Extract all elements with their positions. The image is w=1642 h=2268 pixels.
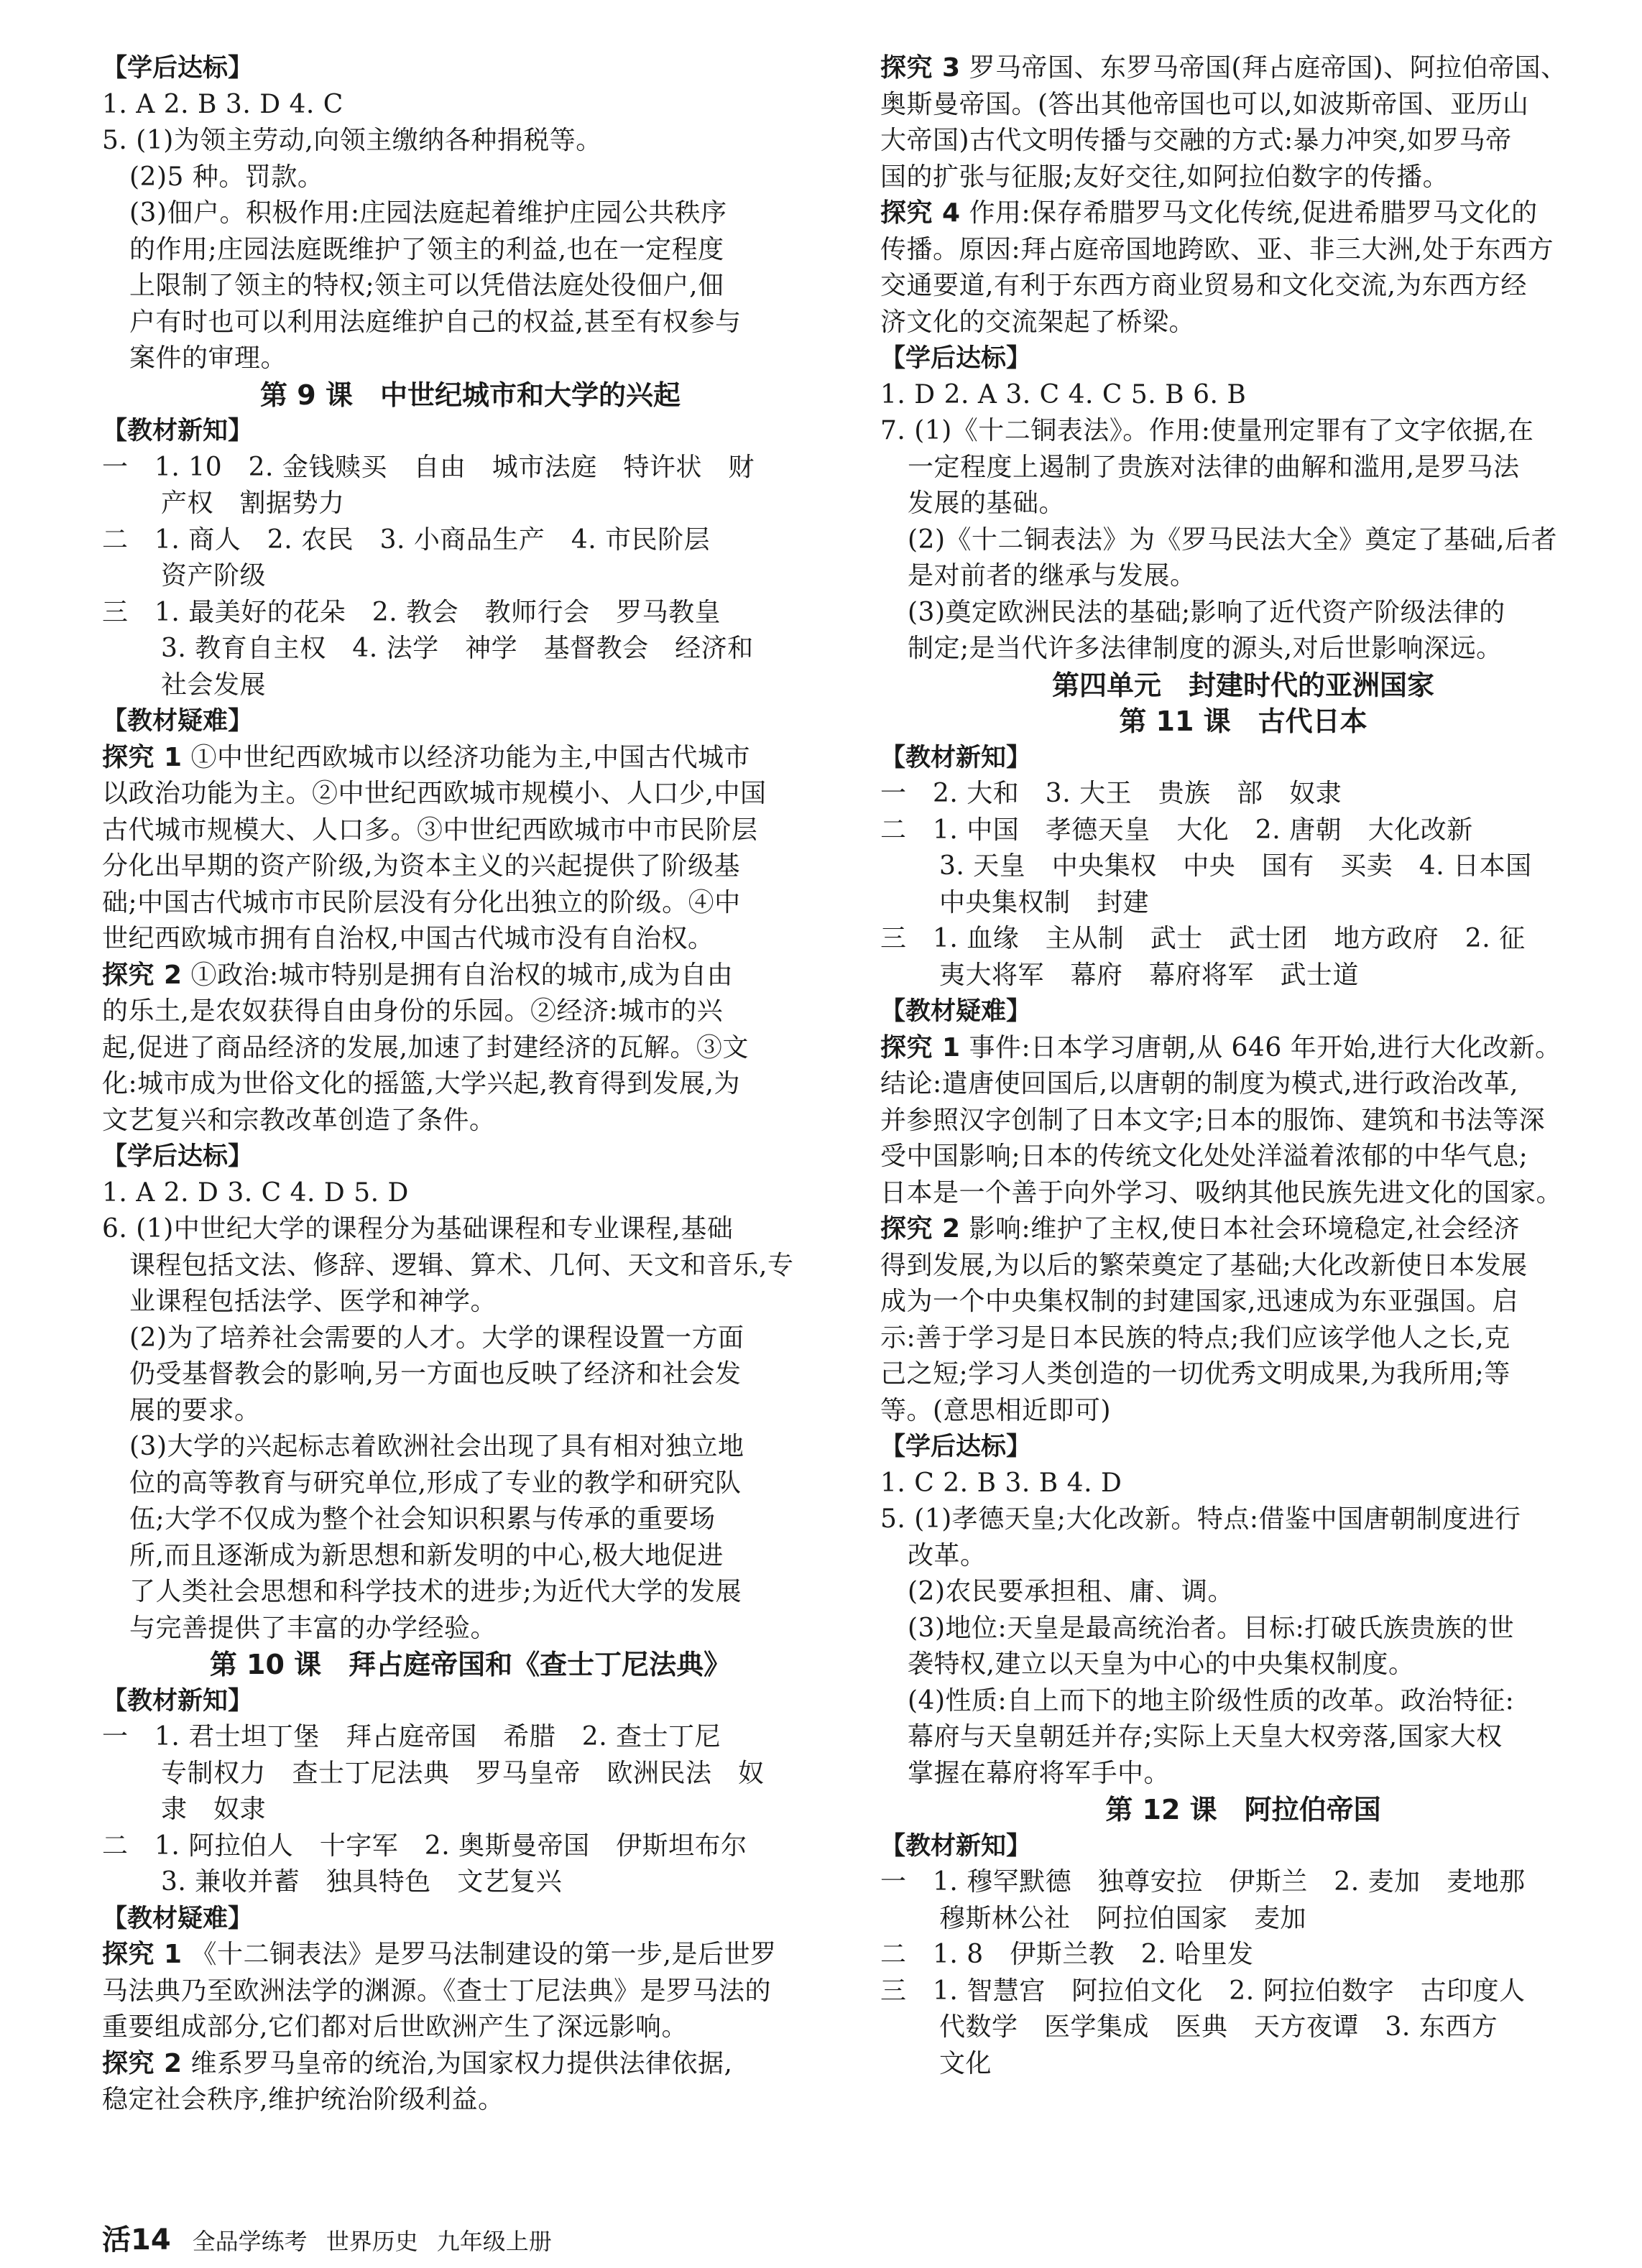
text-line: 3. 天皇 中央集权 中央 国有 买卖 4. 日本国 xyxy=(939,851,1532,881)
text-line: 古代城市规模大、人口多。③中世纪西欧城市中市民阶层 xyxy=(102,815,758,845)
inquiry-text: ①政治:城市特别是拥有自治权的城市,成为自由 xyxy=(182,960,734,990)
text-line: 位的高等教育与研究单位,形成了专业的教学和研究队 xyxy=(129,1468,742,1498)
text-line: 分化出早期的资产阶级,为资本主义的兴起提供了阶级基 xyxy=(102,851,740,881)
inquiry-line xyxy=(880,195,1606,232)
section-heading: 【教材疑难】 xyxy=(102,707,254,736)
left-column xyxy=(102,50,839,2119)
text-line: 一定程度上遏制了贵族对法律的曲解和滥用,是罗马法 xyxy=(908,452,1520,482)
text-line: 三 1. 血缘 主从制 武士 武士团 地方政府 2. 征 xyxy=(880,924,1526,953)
text-line: 掌握在幕府将军手中。 xyxy=(908,1758,1171,1788)
text-line: 文化 xyxy=(939,2048,992,2078)
subject-name: 世界历史 xyxy=(326,2228,418,2255)
text-line: 文艺复兴和宗教改革创造了条件。 xyxy=(102,1105,496,1135)
section-heading: 【教材新知】 xyxy=(880,743,1032,772)
text-line: 3. 兼收并蓄 独具特色 文艺复兴 xyxy=(161,1867,563,1897)
text-line: 己之短;学习人类创造的一切优秀文明成果,为我所用;等 xyxy=(880,1359,1510,1389)
text-line: 二 1. 商人 2. 农民 3. 小商品生产 4. 市民阶层 xyxy=(102,524,711,555)
text-line: 了人类社会思想和科学技术的进步;为近代大学的发展 xyxy=(129,1577,742,1606)
inquiry-label: 探究 2 xyxy=(102,960,183,990)
text-line: 础;中国古代城市市民阶层没有分化出独立的阶级。④中 xyxy=(102,887,741,917)
text-line: 6. (1)中世纪大学的课程分为基础课程和专业课程,基础 xyxy=(102,1214,734,1244)
text-line: 起,促进了商品经济的发展,加速了封建经济的瓦解。③文 xyxy=(102,1032,749,1063)
inquiry-label: 探究 1 xyxy=(880,1032,961,1063)
inquiry-text: 事件:日本学习唐朝,从 646 年开始,进行大化改新。 xyxy=(960,1032,1562,1063)
text-line: 案件的审理。 xyxy=(129,343,287,373)
section-heading: 【学后达标】 xyxy=(102,1142,254,1171)
text-line: (2)《十二铜表法》为《罗马民法大全》奠定了基础,后者 xyxy=(908,524,1557,555)
inquiry-text: 罗马帝国、东罗马帝国(拜占庭帝国)、阿拉伯帝国、 xyxy=(960,53,1567,83)
text-line: 夷大将军 幕府 幕府将军 武士道 xyxy=(939,960,1360,990)
text-line: 穆斯林公社 阿拉伯国家 麦加 xyxy=(939,1903,1307,1933)
inquiry-label: 探究 2 xyxy=(880,1214,961,1244)
text-line: 产权 割据势力 xyxy=(161,489,345,518)
section-heading: 【教材新知】 xyxy=(102,417,254,445)
inquiry-label: 探究 3 xyxy=(880,53,961,83)
text-line: 伍;大学不仅成为整个社会知识积累与传承的重要场 xyxy=(129,1504,716,1534)
text-line: 上限制了领主的特权;领主可以凭借法庭处役佃户,佃 xyxy=(129,271,724,300)
text-line: (3)大学的兴起标志着欧洲社会出现了具有相对独立地 xyxy=(129,1432,744,1461)
grade-label: 九年级上册 xyxy=(436,2228,552,2255)
text-line: 仍受基督教会的影响,另一方面也反映了经济和社会发 xyxy=(129,1359,742,1389)
text-line: 稳定社会秩序,维护统治阶级利益。 xyxy=(102,2085,504,2114)
text-line: 隶 奴隶 xyxy=(161,1795,267,1824)
text-line: 专制权力 查士丁尼法典 罗马皇帝 欧洲民法 奴 xyxy=(161,1758,765,1788)
text-line: 1. D 2. A 3. C 4. C 5. B 6. B xyxy=(880,379,1247,409)
section-heading: 【教材新知】 xyxy=(102,1686,254,1716)
section-heading: 【教材疑难】 xyxy=(102,1904,254,1933)
lesson-title: 第四单元 封建时代的亚洲国家 xyxy=(1051,669,1434,701)
text-line: 二 1. 中国 孝德天皇 大化 2. 唐朝 大化改新 xyxy=(880,815,1473,845)
text-line: (2)为了培养社会需要的人才。大学的课程设置一方面 xyxy=(129,1323,744,1353)
text-line: 是对前者的继承与发展。 xyxy=(908,561,1196,591)
inquiry-label: 探究 1 xyxy=(102,742,183,772)
text-line: 业课程包括法学、医学和神学。 xyxy=(129,1287,497,1316)
inquiry-line xyxy=(880,1030,1606,1067)
text-line: 一 1. 君士坦丁堡 拜占庭帝国 希腊 2. 查士丁尼 xyxy=(102,1722,721,1751)
inquiry-line xyxy=(102,740,839,777)
text-line: 化:城市成为世俗文化的摇篮,大学兴起,教育得到发展,为 xyxy=(102,1069,740,1098)
brand-name: 全品学练考 xyxy=(192,2228,308,2255)
text-line: 发展的基础。 xyxy=(908,489,1066,518)
text-line: (2)农民要承担租、庸、调。 xyxy=(908,1577,1234,1606)
inquiry-text: 影响:维护了主权,使日本社会环境稳定,社会经济 xyxy=(960,1214,1521,1244)
text-line: (4)性质:自上而下的地主阶级性质的改革。政治特征: xyxy=(908,1685,1515,1716)
text-line: 1. A 2. D 3. C 4. D 5. D xyxy=(102,1177,409,1208)
text-line: 二 1. 阿拉伯人 十字军 2. 奥斯曼帝国 伊斯坦布尔 xyxy=(102,1830,747,1861)
text-line: 等。(意思相近即可) xyxy=(880,1395,1112,1425)
inquiry-text: ①中世纪西欧城市以经济功能为主,中国古代城市 xyxy=(182,742,750,772)
text-line: 3. 教育自主权 4. 法学 神学 基督教会 经济和 xyxy=(161,634,754,663)
inquiry-line xyxy=(880,1211,1606,1248)
inquiry-line xyxy=(880,50,1606,87)
text-line: 二 1. 8 伊斯兰教 2. 哈里发 xyxy=(880,1940,1254,1969)
text-line: 课程包括文法、修辞、逻辑、算术、几何、天文和音乐,专 xyxy=(129,1250,794,1280)
inquiry-label: 探究 4 xyxy=(880,198,961,228)
text-line: 所,而且逐渐成为新思想和新发明的中心,极大地促进 xyxy=(129,1540,724,1570)
text-line: 一 1. 10 2. 金钱赎买 自由 城市法庭 特许状 财 xyxy=(102,452,755,482)
text-line: 的作用;庄园法庭既维护了领主的利益,也在一定程度 xyxy=(129,234,724,264)
right-column xyxy=(880,50,1606,2082)
text-line: 代数学 医学集成 医典 天方夜谭 3. 东西方 xyxy=(939,2012,1498,2042)
inquiry-line xyxy=(102,958,839,994)
lesson-title: 第 9 课 中世纪城市和大学的兴起 xyxy=(260,379,681,411)
text-line: 改革。 xyxy=(908,1540,987,1570)
inquiry-line xyxy=(102,2046,839,2083)
text-line: 结论:遣唐使回国后,以唐朝的制度为模式,进行政治改革, xyxy=(880,1069,1518,1098)
text-line: 交通要道,有利于东西方商业贸易和文化交流,为东西方经 xyxy=(880,271,1527,300)
inquiry-line xyxy=(102,1937,839,1973)
text-line: 资产阶级 xyxy=(161,561,267,591)
text-line: 7. (1)《十二铜表法》。作用:使量刑定罪有了文字依据,在 xyxy=(880,416,1534,445)
inquiry-label: 探究 2 xyxy=(102,2048,183,2078)
text-line: 并参照汉字创制了日本文字;日本的服饰、建筑和书法等深 xyxy=(880,1105,1546,1135)
text-line: 中央集权制 封建 xyxy=(939,887,1150,917)
section-heading: 【学后达标】 xyxy=(880,1432,1032,1461)
text-line: 幕府与天皇朝廷并存;实际上天皇大权旁落,国家大权 xyxy=(908,1722,1503,1751)
text-line: 5. (1)孝德天皇;大化改新。特点:借鉴中国唐朝制度进行 xyxy=(880,1504,1521,1534)
text-line: 袭特权,建立以天皇为中心的中央集权制度。 xyxy=(908,1649,1415,1679)
text-line: 以政治功能为主。②中世纪西欧城市规模小、人口少,中国 xyxy=(102,779,767,808)
text-line: 国的扩张与征服;友好交往,如阿拉伯数字的传播。 xyxy=(880,162,1449,192)
section-heading: 【学后达标】 xyxy=(880,344,1032,373)
text-line: 传播。原因:拜占庭帝国地跨欧、亚、非三大洲,处于东西方 xyxy=(880,234,1554,264)
text-line: 奥斯曼帝国。(答出其他帝国也可以,如波斯帝国、亚历山 xyxy=(880,89,1529,119)
inquiry-label: 探究 1 xyxy=(102,1940,183,1969)
section-heading: 【学后达标】 xyxy=(102,54,254,83)
lesson-title: 第 11 课 古代日本 xyxy=(1119,705,1367,737)
inquiry-text: 《十二铜表法》是罗马法制建设的第一步,是后世罗 xyxy=(182,1940,777,1969)
text-line: 重要组成部分,它们都对后世欧洲产生了深远影响。 xyxy=(102,2012,688,2042)
text-line: 大帝国)古代文明传播与交融的方式:暴力冲突,如罗马帝 xyxy=(880,126,1512,155)
text-line: (2)5 种。罚款。 xyxy=(129,162,324,192)
text-line: 成为一个中央集权制的封建国家,迅速成为东亚强国。启 xyxy=(880,1287,1518,1316)
text-line: 的乐土,是农奴获得自由身份的乐园。②经济:城市的兴 xyxy=(102,996,724,1026)
text-line: (3)奠定欧洲民法的基础;影响了近代资产阶级法律的 xyxy=(908,597,1505,627)
text-line: 一 1. 穆罕默德 独尊安拉 伊斯兰 2. 麦加 麦地那 xyxy=(880,1867,1526,1897)
page-number: 活14 xyxy=(102,2223,171,2257)
text-line: 1. A 2. B 3. D 4. C xyxy=(102,89,343,119)
text-line: 展的要求。 xyxy=(129,1395,261,1425)
text-line: 社会发展 xyxy=(161,670,267,700)
section-heading: 【教材疑难】 xyxy=(880,997,1032,1026)
inquiry-text: 作用:保存希腊罗马文化传统,促进希腊罗马文化的 xyxy=(960,198,1538,228)
text-line: (3)地位:天皇是最高统治者。目标:打破氏族贵族的世 xyxy=(908,1613,1515,1643)
text-line: 世纪西欧城市拥有自治权,中国古代城市没有自治权。 xyxy=(102,924,714,953)
text-line: 一 2. 大和 3. 大王 贵族 部 奴隶 xyxy=(880,779,1342,808)
text-line: 三 1. 最美好的花朵 2. 教会 教师行会 罗马教皇 xyxy=(102,597,721,627)
text-line: 得到发展,为以后的繁荣奠定了基础;大化改新使日本发展 xyxy=(880,1250,1528,1280)
text-line: 示:善于学习是日本民族的特点;我们应该学他人之长,克 xyxy=(880,1323,1510,1353)
text-line: (3)佃户。积极作用:庄园法庭起着维护庄园公共秩序 xyxy=(129,198,727,228)
section-heading: 【教材新知】 xyxy=(880,1831,1032,1861)
text-line: 三 1. 智慧宫 阿拉伯文化 2. 阿拉伯数字 古印度人 xyxy=(880,1976,1526,2006)
page-footer xyxy=(102,2223,552,2257)
text-line: 受中国影响;日本的传统文化处处洋溢着浓郁的中华气息; xyxy=(880,1142,1528,1171)
text-line: 1. C 2. B 3. B 4. D xyxy=(880,1468,1122,1498)
lesson-title: 第 10 课 拜占庭帝国和《查士丁尼法典》 xyxy=(209,1649,732,1680)
text-line: 济文化的交流架起了桥梁。 xyxy=(880,307,1196,337)
text-line: 日本是一个善于向外学习、吸纳其他民族先进文化的国家。 xyxy=(880,1177,1563,1208)
lesson-title: 第 12 课 阿拉伯帝国 xyxy=(1105,1794,1381,1825)
text-line: 户有时也可以利用法庭维护自己的权益,甚至有权参与 xyxy=(129,307,742,337)
text-line: 5. (1)为领主劳动,向领主缴纳各种捐税等。 xyxy=(102,126,602,155)
text-line: 制定;是当代许多法律制度的源头,对后世影响深远。 xyxy=(908,634,1503,663)
inquiry-text: 维系罗马皇帝的统治,为国家权力提供法律依据, xyxy=(182,2048,733,2078)
text-line: 与完善提供了丰富的办学经验。 xyxy=(129,1613,497,1643)
text-line: 马法典乃至欧洲法学的渊源。《查士丁尼法典》是罗马法的 xyxy=(102,1976,772,2006)
